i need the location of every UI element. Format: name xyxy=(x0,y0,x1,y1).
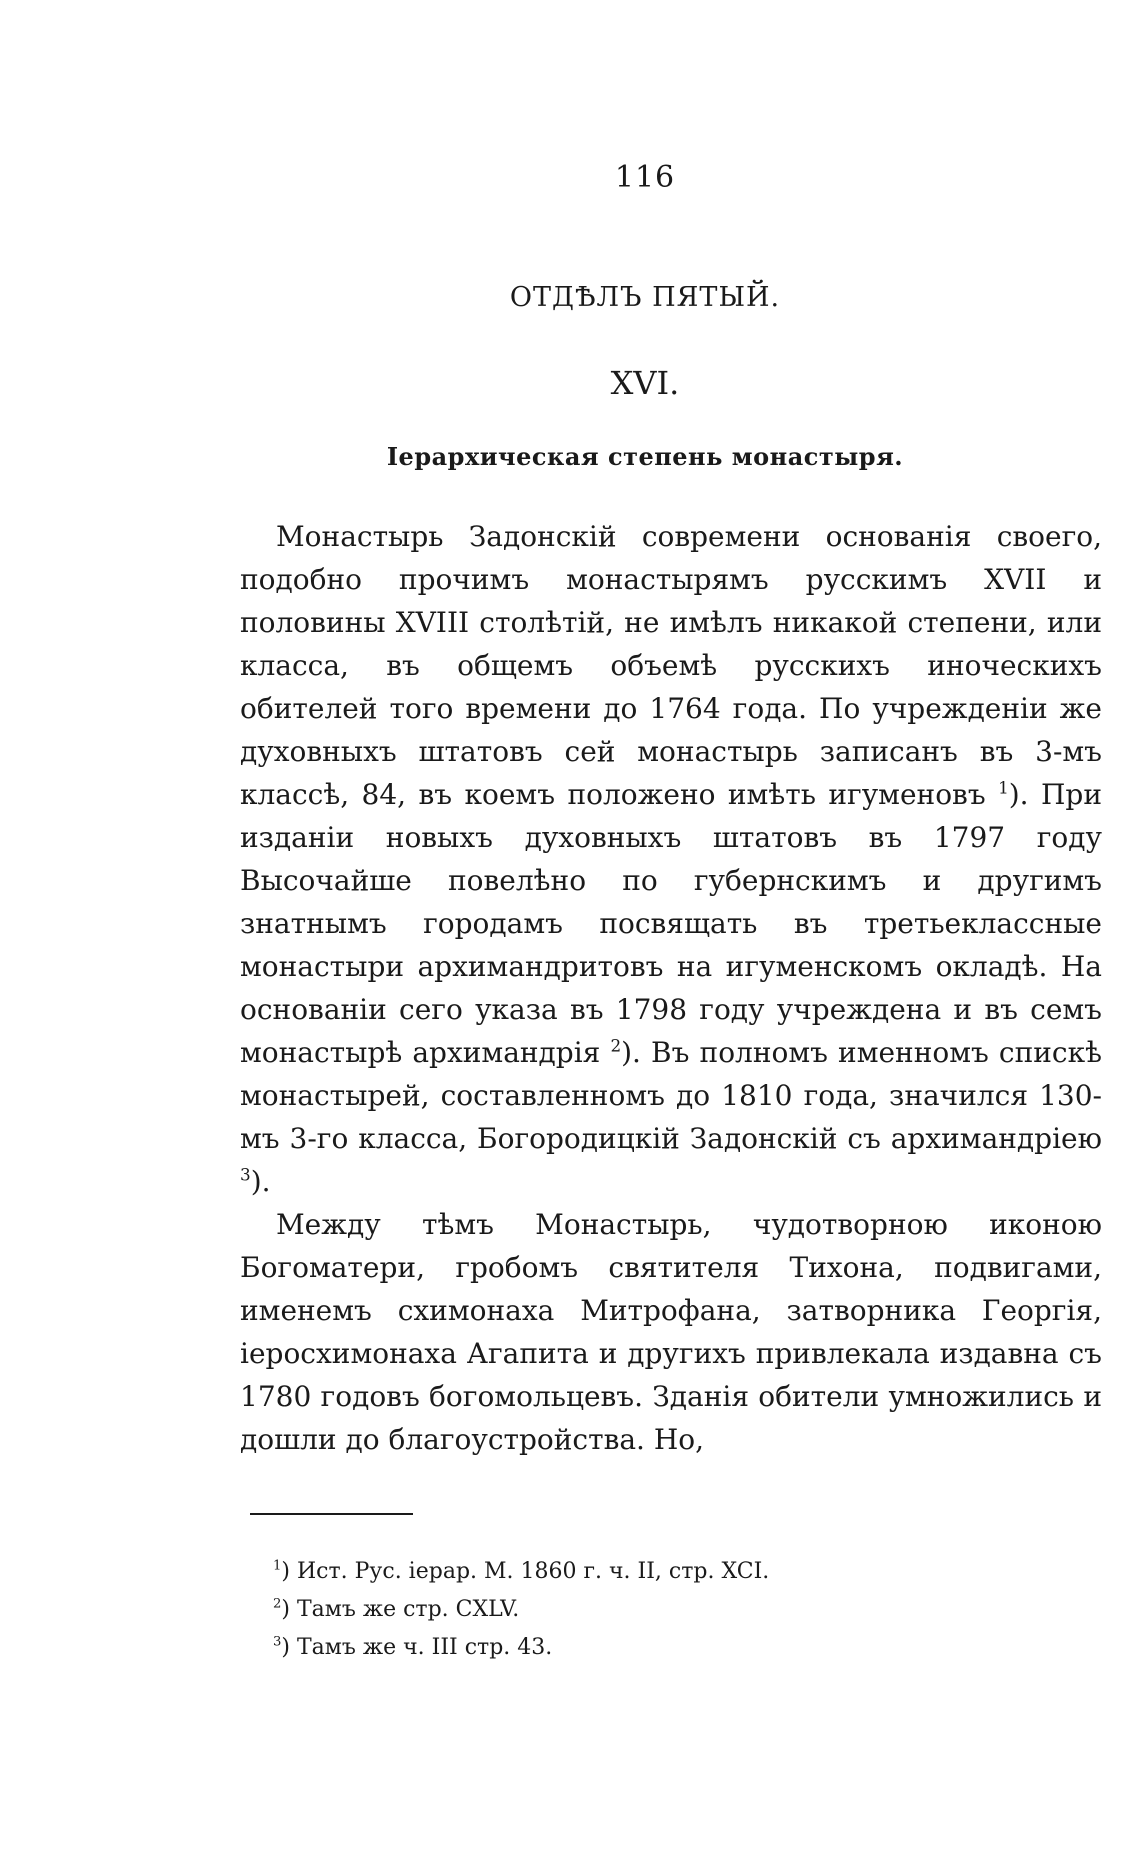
chapter-title: Іерархическая степень монастыря. xyxy=(386,442,904,471)
chapter-number: XVI. xyxy=(610,364,680,402)
paragraph-text: Монастырь Задонскій современи основанія своего, подобно прочимъ монастырямъ русскимъ XVII и половины XVIII столѣтій, не имѣлъ никакой степени, или класса, въ общемъ объемѣ русскихъ иноческихъ обителей того времени до 1764 года. По учрежденіи же духовныхъ штатовъ сей монастырь записанъ въ 3-мъ классѣ, 84, въ коемъ положено имѣть игуменовъ xyxy=(240,520,1102,811)
paragraph-1 xyxy=(240,515,1102,1203)
page-number: 116 xyxy=(614,160,676,195)
footnote-mark: 2 xyxy=(273,1596,282,1612)
footnote-2 xyxy=(273,1591,1073,1629)
paragraph-text: ). Въ полномъ именномъ спискѣ монастырей, составленномъ до 1810 года, значился 130-мъ 3-го класса, Богородицкій Задонскій съ архимандріею xyxy=(240,1036,1102,1155)
footnote-text: ) Тамъ же ч. III стр. 43. xyxy=(281,1635,553,1660)
footnote-text: ) Тамъ же стр. CXLV. xyxy=(281,1597,520,1622)
paragraph-2 xyxy=(240,1203,1102,1461)
footnote-ref-2: 2 xyxy=(610,1035,622,1056)
footnote-mark: 1 xyxy=(273,1558,282,1574)
footnote-3 xyxy=(273,1629,1073,1667)
footnote-divider xyxy=(250,1513,413,1515)
part-title: ОТДѢЛЪ ПЯТЫЙ. xyxy=(509,282,781,313)
footnotes xyxy=(273,1553,1073,1667)
footnote-1 xyxy=(273,1553,1073,1591)
paragraph-text: ). При изданіи новыхъ духовныхъ штатовъ въ 1797 году Высочайше повелѣно по губернскимъ и другимъ знатнымъ городамъ посвящать въ третьеклассные монастыри архимандритовъ на игуменскомъ окладѣ. На основаніи сего указа въ 1798 году учреждена и въ семъ монастырѣ архимандрія xyxy=(240,778,1103,1069)
footnote-ref-3: 3 xyxy=(240,1164,251,1185)
footnote-mark: 3 xyxy=(273,1634,282,1650)
paragraph-text: Между тѣмъ Монастырь, чудотворною иконою Богоматери, гробомъ святителя Тихона, подвигами, именемъ схимонаха Митрофана, затворника Георгія, іеросхимонаха Агапита и другихъ привлекала издавна съ 1780 годовъ богомольцевъ. Зданія обители умножились и дошли до благоустройства. Но, xyxy=(240,1208,1102,1456)
footnote-text: ) Ист. Рус. іерар. М. 1860 г. ч. II, стр. XCI. xyxy=(281,1559,770,1584)
body-text xyxy=(240,515,1102,1461)
footnote-ref-1: 1 xyxy=(998,777,1009,798)
paragraph-text: ). xyxy=(250,1165,271,1198)
